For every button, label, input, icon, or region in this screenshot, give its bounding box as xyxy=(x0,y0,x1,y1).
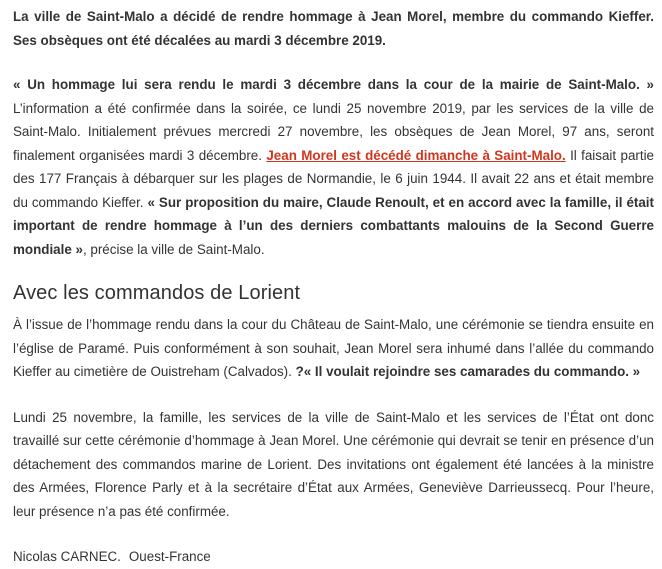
article-lead: La ville de Saint-Malo a décidé de rendre hommage à Jean Morel, membre du commando Kieffer. Ses obsèques ont été décalées au mardi 3 décembre 2019. xyxy=(13,9,654,48)
article-body xyxy=(13,0,654,569)
quote-maire: « Sur proposition du maire, Claude Renoult, et en accord avec la famille, il était important de rendre hommage à l’un des derniers combattants malouins de la Second Guerre mondiale » xyxy=(13,194,654,257)
paragraph-1-text-c: , précise la ville de Saint-Malo. xyxy=(82,241,265,257)
article-paragraph-2 xyxy=(13,313,654,384)
article-signature xyxy=(13,545,654,569)
article-paragraph-3: Lundi 25 novembre, la famille, les services de la ville de Saint-Malo et les services de l’État ont donc travaillé sur cette cérémonie d’hommage à Jean Morel. Une cérémonie qui devrait se tenir en présence d’un détachement des commandos marine de Lorient. Des invitations ont également été lancées à la ministre des Armées, Florence Parly et à la secrétaire d’État aux Armées, Geneviève Darrieussecq. Pour l’heure, leur présence n’a pas été confirmée. xyxy=(13,409,654,519)
paragraph-2-text: À l’issue de l’hommage rendu dans la cour du Château de Saint-Malo, une cérémonie se tiendra ensuite en l’église de Paramé. Puis conformément à son souhait, Jean Morel sera inhumé dans l’allée du commando Kieffer au cimetière de Ouistreham (Calvados). xyxy=(13,317,654,379)
related-article-link[interactable]: Jean Morel est décédé dimanche à Saint-Malo. xyxy=(266,147,566,163)
paragraph-1-text-a: L’information a été confirmée dans la soirée, ce lundi 25 novembre 2019, par les services de la ville de Saint-Malo. Initialement prévues mercredi 27 novembre, les obsèques de Jean Morel, 97 ans, seront finalement organisées mardi 3 décembre. xyxy=(13,100,654,163)
source-name: Ouest-France xyxy=(128,549,211,564)
paragraph-1-text-b: Il faisait partie des 177 Français à débarquer sur les plages de Normandie, le 6 juin 1944. Il avait 22 ans et était membre du commando Kieffer. xyxy=(13,147,654,210)
article-paragraph-1 xyxy=(13,73,654,261)
author-name: Nicolas CARNEC. xyxy=(13,549,121,564)
section-heading: Avec les commandos de Lorient xyxy=(13,282,301,304)
quote-hommage: « Un hommage lui sera rendu le mardi 3 décembre dans la cour de la mairie de Saint-Malo. » xyxy=(13,77,654,92)
quote-camarades: ?« Il voulait rejoindre ses camarades du commando. » xyxy=(295,364,641,379)
